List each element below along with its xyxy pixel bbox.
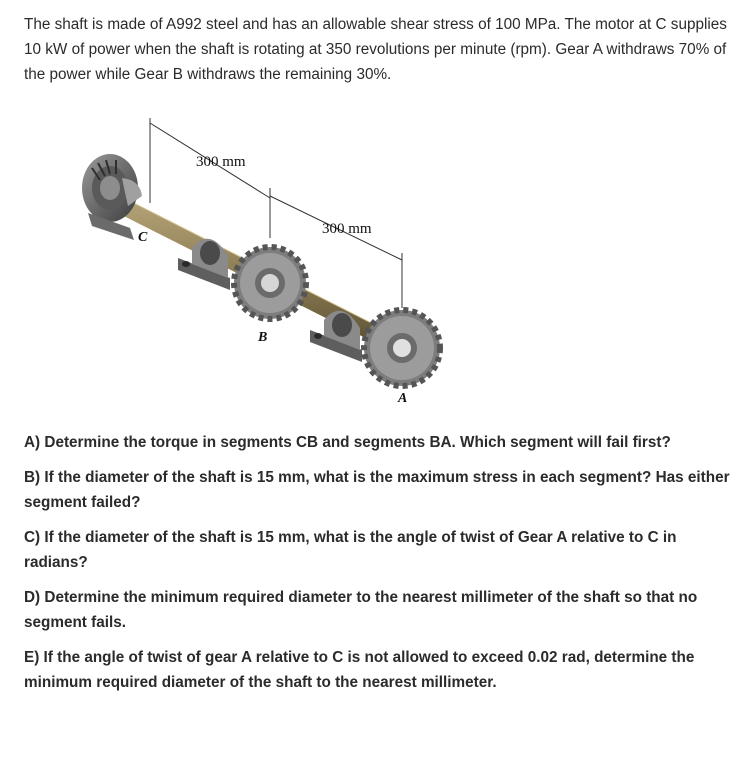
dimension-label-cb: 300 mm [196,154,246,170]
shaft-diagram [70,108,470,408]
label-a: A [398,391,408,406]
dimension-label-ba: 300 mm [322,221,372,237]
problem-statement: The shaft is made of A992 steel and has an allowable shear stress of 100 MPa. The motor at C supplies 10 kW of power when the shaft is rotating at 350 revolutions per minute (rpm). Gear A withdraws 70% of the power while Gear B withdraws the remaining 30%. [24,16,727,83]
question-a: A) Determine the torque in segments CB and segments BA. Which segment will fail first? [24,434,671,451]
label-b: B [258,330,268,345]
gear-a [364,310,440,386]
gear-b [234,247,306,319]
label-c: C [138,230,148,245]
question-e: E) If the angle of twist of gear A relative to C is not allowed to exceed 0.02 rad, determine the minimum required diameter of the shaft to the nearest millimeter. [24,649,695,691]
question-list [24,430,734,705]
motor [82,154,142,240]
question-b: B) If the diameter of the shaft is 15 mm, what is the maximum stress in each segment? Has either segment failed? [24,469,730,511]
question-d: D) Determine the minimum required diameter to the nearest millimeter of the shaft so that no segment fails. [24,589,698,631]
question-c: C) If the diameter of the shaft is 15 mm, what is the angle of twist of Gear A relative to C in radians? [24,529,677,571]
shaft-figure [70,108,470,408]
